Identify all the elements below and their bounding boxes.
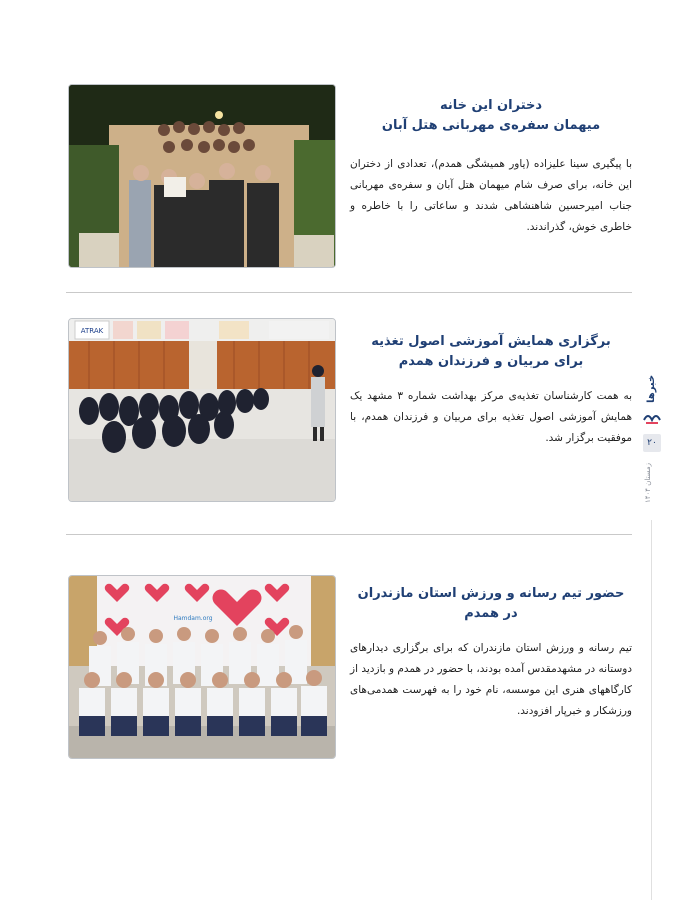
page-number: ۲۰ — [643, 434, 661, 452]
magazine-logo-icon — [643, 410, 661, 424]
article-1-title — [350, 96, 632, 136]
photo-dinner-group-image — [69, 85, 336, 268]
section-label: خبرها — [646, 374, 657, 404]
photo-nutrition-seminar-image — [69, 319, 336, 502]
banner-site-text: Hamdam.org — [173, 615, 213, 622]
photo-sports-team-image — [69, 576, 336, 759]
sidebar-rule — [651, 520, 652, 900]
photo-nutrition-seminar — [68, 318, 336, 502]
article-2-body: به همت کارشناسان تغذیه‌ی مرکز بهداشت شماره ۳ مشهد یک همایش آموزشی اصول تغذیه برای مربیان و فرزندان همدم، با موفقیت برگزار شد. — [350, 390, 632, 444]
article-3-body: تیم رسانه و ورزش استان مازندران که برای برگزاری دیدارهای دوستانه در مشهدمقدس آمده بودند، با حضور در همدم و بازدید از کارگاههای هنری این موسسه، نام خود را به فهرست همدمی‌های ورزشکار و خبرپار افزودند. — [350, 642, 632, 717]
article-2-title-line1: برگزاری همایش آموزشی اصول تغذیه — [371, 334, 611, 349]
article-1-body: با پیگیری سینا علیزاده (یاور همیشگی همدم)، تعدادی از دختران این خانه، برای صرف شام میهمان هتل آبان و سفره‌ی مهربانی جناب امیرحسین شاهنشاهی شدند و ساعاتی را با خاطره و خاطری خوش، گذراندند. — [350, 158, 632, 233]
issue-label: زمستان ۱۴۰۴ — [644, 462, 652, 504]
article-2-title-line2: برای مربیان و فرزندان همدم — [398, 354, 584, 369]
divider — [66, 292, 632, 293]
photo-sports-team — [68, 575, 336, 759]
article-3-title-line1: حضور تیم رسانه و ورزش استان مازندران — [357, 586, 625, 601]
divider — [66, 534, 632, 535]
article-3-title-line2: در همدم — [464, 606, 518, 621]
article-1-title-line1: دختران این خانه — [439, 98, 543, 113]
article-2-title — [350, 332, 632, 372]
banner-logo-text: ATRAK — [80, 327, 104, 335]
article-1-title-line2: میهمان سفره‌ی مهربانی هتل آبان — [381, 118, 601, 133]
article-3-title — [350, 584, 632, 624]
photo-dinner-group — [68, 84, 336, 268]
